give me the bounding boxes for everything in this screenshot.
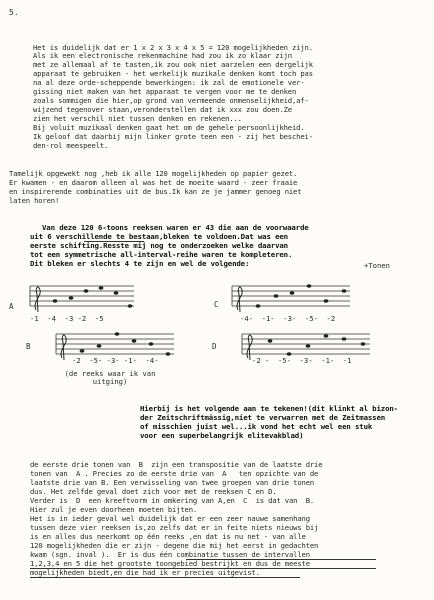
text-line: mogelijkheden biedt,en die had ik er precies uitgevist. xyxy=(30,568,260,577)
text-line: Tamelijk opgewekt nog ,heb ik alle 120 mogelijkheden op papier gezet. xyxy=(9,169,298,178)
text-line: Hier zul je even doorheen moeten bijten. xyxy=(30,505,198,514)
text-line: Ik geloof dat daarbij mijn linker grote teen een - zij het beschei- xyxy=(33,132,313,141)
example-label-a: A xyxy=(9,302,14,311)
staff-a xyxy=(30,282,135,316)
text-line: dus. Het zelfde geval doet zich voor met de reeksen C en D. xyxy=(30,487,277,496)
example-label-c: C xyxy=(214,300,219,309)
text-line: tonen van A . Precies zo de eerste drie van A ten opzichte van de xyxy=(30,469,319,478)
text-line: tussen deze vier reeksen is,zo zelfs dat er in feite niets nieuws bij xyxy=(30,523,319,532)
text-line: met ze allemaal af te tasten,ik zou ook niet aarzelen een dergelijk xyxy=(33,60,313,69)
text-line: Er kwamen - en daarom alleen al was het de moeite waard - zeer fraaie xyxy=(9,178,298,187)
text-line: uit 6 verschillende te bestaan,bleken te voldoen.Dat was een xyxy=(30,232,288,241)
text-line: tot een symmetrische all-interval-reihe waren te kompleteren. xyxy=(30,250,293,259)
text-line: 120 mogelijkheden die er zijn - degene die mij het eerst in gedachten xyxy=(30,541,319,550)
staff-c xyxy=(232,282,352,316)
text-line: of misschien juist wel...ik vond het echt wel een stuk xyxy=(140,422,373,431)
text-line: 1,2,3,4 en 5 die het grootste toongebied bestrijkt en dus de meeste xyxy=(30,559,310,568)
text-line: en inspirerende combinaties uit de bus.Ik kan ze je jammer genoeg niet xyxy=(9,187,302,196)
text-line: Hierbij is het volgende aan te tekenen!(dit klinkt al bizon- xyxy=(140,404,398,413)
intervals-a: -1 -4 -3 -2 -5 xyxy=(30,314,104,323)
text-line: Het is duidelijk dat er 1 x 2 x 3 x 4 x 5 = 120 mogelijkheden zijn. xyxy=(33,43,313,52)
text-line: der Zeitschriftmässig,niet te verwarren met de Zeitmassen xyxy=(140,413,386,422)
text-line: Verder is D een kreeftvorm in omkering van A,en C is dat van B. xyxy=(30,496,315,505)
handwritten-underline xyxy=(30,577,300,578)
text-line: laten horen! xyxy=(9,196,60,205)
text-line: gissing niet maken van het apparaat te vergen voor me te denken xyxy=(33,87,297,96)
example-label-b: B xyxy=(26,342,31,351)
handwritten-underline xyxy=(186,559,376,560)
text-line: Als ik een electronische rekenmachine had zou ik zo klaar zijn xyxy=(33,51,292,60)
text-line: Bij voluit muzikaal denken gaat het om de gehele persoonlijkheid. xyxy=(33,123,305,132)
example-caption: (de reeks waar ik van uitging) xyxy=(64,369,156,386)
text-line: wijzend tegenover staan,veronderstellen dat ik xxx zou doen.Ze xyxy=(33,105,292,114)
text-line: Dit bleken er slechts 4 te zijn en wel de volgende: xyxy=(30,259,250,268)
text-line: den-rol meespeelt. xyxy=(33,141,109,150)
text-line: eerste schifting.Resste mij nog te onderzoeken welke daarvan xyxy=(30,241,288,250)
intervals-d: -2 - -5- -3- -1- -1 xyxy=(252,356,352,365)
handwritten-underline xyxy=(84,241,144,242)
page-number: 5. xyxy=(9,8,19,17)
text-line: na al deze orde-scheppende bewerkingen: ik zal de emotionele ver- xyxy=(33,78,305,87)
text-line: is en alles dus neerkomt op één reeks ,en dat is nu net - van alle xyxy=(30,532,306,541)
text-line: Van deze 120 6-toons reeksen waren er 43 die aan de voorwaarde xyxy=(42,223,309,232)
intervals-c: -4- -1- -3- -5- -2 xyxy=(240,314,336,323)
intervals-b: -2 -5- -3- -1- -4- xyxy=(72,356,159,365)
text-line: zien het verschil niet tussen denken en rekenen... xyxy=(33,114,242,123)
text-line: kwam (sgn. inval ). Er is dus één combinatie tussen de intervallen xyxy=(30,550,310,559)
side-note: +Tonen xyxy=(364,261,390,270)
text-line: Het is in ieder geval wel duidelijk dat er een zeer nauwe samenhang xyxy=(30,514,310,523)
text-line: apparaat te gebruiken - het werkelijk muzikale denken komt toch pas xyxy=(33,69,313,78)
handwritten-underline xyxy=(30,568,376,569)
example-label-d: D xyxy=(212,342,217,351)
text-line: laatste drie van B. Een verwisseling van twee groepen van drie tonen xyxy=(30,478,315,487)
text-line: voor een superbelangrijk elitevakblad) xyxy=(140,431,304,440)
text-line: zoals sommigen die hier,op grond van vermeende onmenselijkheid,af- xyxy=(33,96,309,105)
text-line: de eerste drie tonen van B zijn een transpositie van de laatste drie xyxy=(30,460,323,469)
